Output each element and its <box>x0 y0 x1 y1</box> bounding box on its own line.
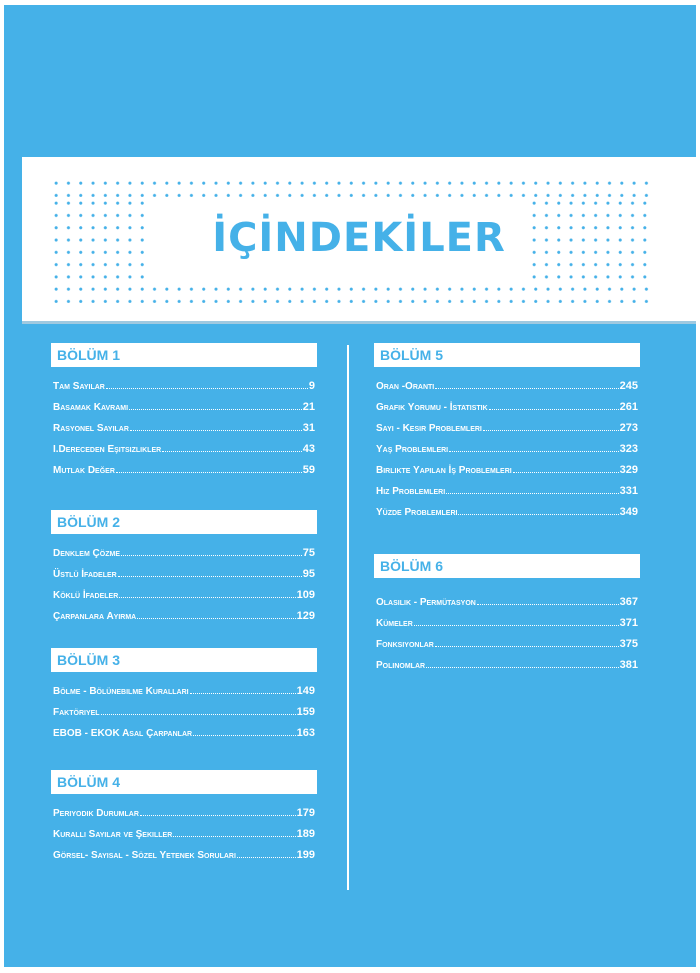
entry-label: Oran -Orantı <box>376 381 435 392</box>
entry-page-number: 323 <box>619 443 638 455</box>
dot-leader <box>173 824 295 837</box>
dot-leader <box>118 564 302 577</box>
entry-label: Görsel- Sayısal - Sözel Yetenek Soruları <box>53 850 236 861</box>
entry-label: Periyodik Durumlar <box>53 808 139 819</box>
dot-leader <box>477 592 619 605</box>
entry-page-number: 245 <box>619 380 638 392</box>
entry-label: Tam Sayılar <box>53 381 105 392</box>
entry-page-number: 129 <box>296 610 315 622</box>
toc-entry <box>51 824 317 845</box>
toc-entry <box>51 723 317 744</box>
dot-leader <box>162 439 302 452</box>
entry-label: Birlikte Yapılan İş Problemleri <box>376 465 512 476</box>
section-2 <box>51 510 317 627</box>
dot-leader <box>446 481 618 494</box>
entry-page-number: 163 <box>296 727 315 739</box>
entry-label: EBOB - EKOK Asal Çarpanlar <box>53 728 193 739</box>
toc-entry <box>51 606 317 627</box>
dot-leader <box>140 803 296 816</box>
toc-entry <box>51 803 317 824</box>
entry-page-number: 9 <box>308 380 315 392</box>
entry-list <box>374 592 640 676</box>
entry-page-number: 329 <box>619 464 638 476</box>
entry-label: Faktöriyel <box>53 707 100 718</box>
dot-leader <box>237 845 296 858</box>
toc-entry <box>374 481 640 502</box>
toc-entry <box>374 613 640 634</box>
toc-entry <box>374 592 640 613</box>
page-background <box>4 5 696 967</box>
entry-label: Grafik Yorumu - İstatistik <box>376 402 488 413</box>
entry-list <box>51 681 317 744</box>
entry-list <box>374 376 640 523</box>
dot-leader <box>119 585 295 598</box>
entry-page-number: 375 <box>619 638 638 650</box>
entry-page-number: 199 <box>296 849 315 861</box>
toc-entry <box>51 543 317 564</box>
section-heading: BÖLÜM 1 <box>51 343 317 367</box>
title-banner <box>22 157 696 321</box>
entry-page-number: 95 <box>302 568 315 580</box>
toc-entry <box>374 460 640 481</box>
section-5 <box>374 343 640 523</box>
entry-page-number: 31 <box>302 422 315 434</box>
dot-leader <box>106 376 308 389</box>
entry-label: Polinomlar <box>376 660 426 671</box>
dot-leader <box>513 460 619 473</box>
dot-leader <box>458 502 618 515</box>
dot-leader <box>483 418 619 431</box>
entry-page-number: 273 <box>619 422 638 434</box>
toc-entry <box>374 655 640 676</box>
dot-leader <box>101 702 296 715</box>
entry-page-number: 149 <box>296 685 315 697</box>
entry-label: Sayı - Kesir Problemleri <box>376 423 482 434</box>
toc-entry <box>374 634 640 655</box>
entry-label: Çarpanlara Ayırma <box>53 611 137 622</box>
dot-leader <box>130 418 302 431</box>
dot-leader <box>435 376 618 389</box>
entry-page-number: 261 <box>619 401 638 413</box>
entry-page-number: 21 <box>302 401 315 413</box>
dot-leader <box>426 655 619 668</box>
dot-leader <box>193 723 296 736</box>
entry-label: I.Dereceden Eşitsizlikler <box>53 444 162 455</box>
entry-list <box>51 543 317 627</box>
toc-entry <box>51 376 317 397</box>
entry-label: Köklü İfadeler <box>53 590 119 601</box>
entry-label: Fonksiyonlar <box>376 639 434 650</box>
entry-page-number: 159 <box>296 706 315 718</box>
entry-page-number: 109 <box>296 589 315 601</box>
toc-entry <box>51 564 317 585</box>
dot-leader <box>190 681 296 694</box>
entry-list <box>51 803 317 866</box>
toc-entry <box>374 397 640 418</box>
toc-entry <box>51 439 317 460</box>
section-heading: BÖLÜM 2 <box>51 510 317 534</box>
section-heading: BÖLÜM 5 <box>374 343 640 367</box>
entry-page-number: 381 <box>619 659 638 671</box>
dot-pattern-top <box>50 177 650 197</box>
entry-label: Olasılık - Permütasyon <box>376 597 476 608</box>
toc-entry <box>374 502 640 523</box>
toc-entry <box>374 376 640 397</box>
entry-page-number: 75 <box>302 547 315 559</box>
entry-page-number: 189 <box>296 828 315 840</box>
entry-label: Kurallı Sayılar ve Şekiller <box>53 829 173 840</box>
entry-label: Kümeler <box>376 618 413 629</box>
entry-page-number: 59 <box>302 464 315 476</box>
toc-entry <box>51 397 317 418</box>
dot-pattern-bottom <box>50 283 650 303</box>
toc-entry <box>51 681 317 702</box>
entry-label: Bölme - Bölünebilme Kuralları <box>53 686 189 697</box>
section-1 <box>51 343 317 481</box>
dot-leader <box>489 397 619 410</box>
entry-label: Denklem Çözme <box>53 548 120 559</box>
entry-list <box>51 376 317 481</box>
section-heading: BÖLÜM 3 <box>51 648 317 672</box>
section-6 <box>374 554 640 676</box>
entry-label: Basamak Kavramı <box>53 402 129 413</box>
entry-label: Yüzde Problemleri <box>376 507 458 518</box>
dot-leader <box>449 439 619 452</box>
entry-label: Yaş Problemleri <box>376 444 449 455</box>
dot-leader <box>121 543 302 556</box>
dot-leader <box>116 460 302 473</box>
toc-entry <box>51 460 317 481</box>
section-4 <box>51 770 317 866</box>
entry-page-number: 367 <box>619 596 638 608</box>
entry-page-number: 331 <box>619 485 638 497</box>
entry-page-number: 43 <box>302 443 315 455</box>
toc-entry <box>51 585 317 606</box>
section-heading: BÖLÜM 4 <box>51 770 317 794</box>
section-heading: BÖLÜM 6 <box>374 554 640 578</box>
entry-label: Mutlak Değer <box>53 465 115 476</box>
entry-label: Üstlü İfadeler <box>53 569 117 580</box>
toc-entry <box>51 702 317 723</box>
column-divider <box>347 345 349 890</box>
entry-label: Hız Problemleri <box>376 486 446 497</box>
entry-page-number: 371 <box>619 617 638 629</box>
toc-entry <box>51 418 317 439</box>
entry-page-number: 349 <box>619 506 638 518</box>
dot-leader <box>435 634 619 647</box>
dot-leader <box>414 613 619 626</box>
entry-label: Rasyonel Sayılar <box>53 423 129 434</box>
section-3 <box>51 648 317 744</box>
dot-leader <box>137 606 295 619</box>
toc-entry <box>51 845 317 866</box>
toc-entry <box>374 439 640 460</box>
toc-entry <box>374 418 640 439</box>
page-title: İÇİNDEKİLER <box>212 215 506 261</box>
entry-page-number: 179 <box>296 807 315 819</box>
dot-leader <box>129 397 302 410</box>
